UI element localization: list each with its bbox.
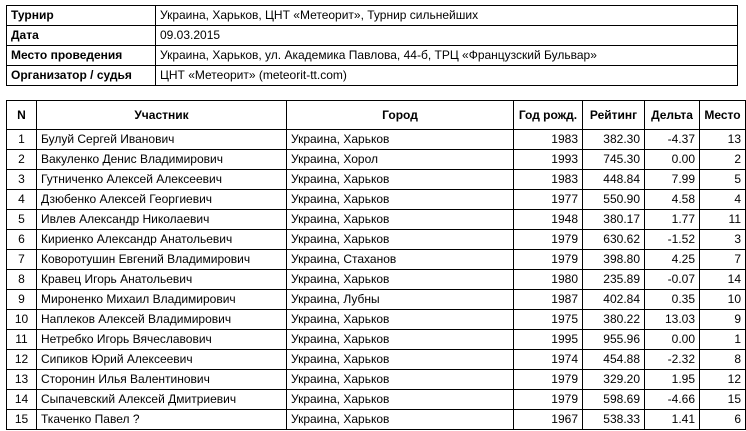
cell-birth-year: 1995 bbox=[514, 330, 583, 350]
cell-rating: 398.80 bbox=[583, 250, 645, 270]
cell-number: 12 bbox=[7, 350, 37, 370]
cell-participant: Мироненко Михаил Владимирович bbox=[37, 290, 287, 310]
cell-participant: Наплеков Алексей Владимирович bbox=[37, 310, 287, 330]
info-value: Украина, Харьков, ЦНТ «Метеорит», Турнир сильнейших bbox=[156, 6, 738, 26]
cell-participant: Дзюбенко Алексей Георгиевич bbox=[37, 190, 287, 210]
cell-birth-year: 1987 bbox=[514, 290, 583, 310]
cell-birth-year: 1948 bbox=[514, 210, 583, 230]
cell-rating: 454.88 bbox=[583, 350, 645, 370]
cell-city: Украина, Харьков bbox=[287, 330, 514, 350]
info-value: 09.03.2015 bbox=[156, 26, 738, 46]
cell-delta: 1.95 bbox=[645, 370, 700, 390]
cell-number: 10 bbox=[7, 310, 37, 330]
info-row bbox=[7, 46, 738, 66]
cell-rating: 745.30 bbox=[583, 150, 645, 170]
cell-number: 2 bbox=[7, 150, 37, 170]
cell-rating: 550.90 bbox=[583, 190, 645, 210]
cell-place: 10 bbox=[700, 290, 746, 310]
cell-delta: 1.77 bbox=[645, 210, 700, 230]
cell-city: Украина, Харьков bbox=[287, 310, 514, 330]
cell-delta: 4.58 bbox=[645, 190, 700, 210]
cell-place: 4 bbox=[700, 190, 746, 210]
cell-delta: 0.00 bbox=[645, 150, 700, 170]
cell-city: Украина, Стаханов bbox=[287, 250, 514, 270]
cell-birth-year: 1983 bbox=[514, 130, 583, 150]
table-row bbox=[7, 230, 746, 250]
cell-place: 12 bbox=[700, 370, 746, 390]
cell-delta: -4.66 bbox=[645, 390, 700, 410]
table-row bbox=[7, 330, 746, 350]
table-row bbox=[7, 150, 746, 170]
table-row bbox=[7, 250, 746, 270]
table-row bbox=[7, 130, 746, 150]
cell-city: Украина, Харьков bbox=[287, 270, 514, 290]
info-label: Организатор / судья bbox=[7, 66, 156, 86]
table-row bbox=[7, 410, 746, 430]
cell-number: 11 bbox=[7, 330, 37, 350]
cell-number: 13 bbox=[7, 370, 37, 390]
cell-participant: Сыпачевский Алексей Дмитриевич bbox=[37, 390, 287, 410]
header-participant: Участник bbox=[37, 101, 287, 130]
cell-city: Украина, Харьков bbox=[287, 190, 514, 210]
cell-birth-year: 1980 bbox=[514, 270, 583, 290]
cell-place: 7 bbox=[700, 250, 746, 270]
cell-number: 7 bbox=[7, 250, 37, 270]
cell-city: Украина, Харьков bbox=[287, 410, 514, 430]
table-row bbox=[7, 370, 746, 390]
header-city: Город bbox=[287, 101, 514, 130]
cell-city: Украина, Лубны bbox=[287, 290, 514, 310]
cell-number: 1 bbox=[7, 130, 37, 150]
cell-birth-year: 1983 bbox=[514, 170, 583, 190]
cell-rating: 380.22 bbox=[583, 310, 645, 330]
results-header-row bbox=[7, 101, 746, 130]
cell-participant: Вакуленко Денис Владимирович bbox=[37, 150, 287, 170]
cell-place: 11 bbox=[700, 210, 746, 230]
cell-number: 3 bbox=[7, 170, 37, 190]
results-body bbox=[7, 130, 746, 430]
table-row bbox=[7, 390, 746, 410]
cell-delta: 0.35 bbox=[645, 290, 700, 310]
table-row bbox=[7, 270, 746, 290]
table-row bbox=[7, 190, 746, 210]
info-label: Дата bbox=[7, 26, 156, 46]
cell-birth-year: 1979 bbox=[514, 230, 583, 250]
cell-city: Украина, Харьков bbox=[287, 170, 514, 190]
cell-birth-year: 1993 bbox=[514, 150, 583, 170]
cell-number: 6 bbox=[7, 230, 37, 250]
cell-birth-year: 1967 bbox=[514, 410, 583, 430]
cell-birth-year: 1977 bbox=[514, 190, 583, 210]
tournament-info-table bbox=[6, 5, 738, 86]
cell-participant: Кириенко Александр Анатольевич bbox=[37, 230, 287, 250]
table-row bbox=[7, 210, 746, 230]
cell-number: 9 bbox=[7, 290, 37, 310]
cell-place: 14 bbox=[700, 270, 746, 290]
cell-delta: 1.41 bbox=[645, 410, 700, 430]
cell-place: 9 bbox=[700, 310, 746, 330]
cell-place: 2 bbox=[700, 150, 746, 170]
cell-rating: 380.17 bbox=[583, 210, 645, 230]
info-label: Место проведения bbox=[7, 46, 156, 66]
cell-place: 1 bbox=[700, 330, 746, 350]
table-row bbox=[7, 350, 746, 370]
cell-participant: Сипиков Юрий Алексеевич bbox=[37, 350, 287, 370]
cell-delta: -1.52 bbox=[645, 230, 700, 250]
cell-place: 3 bbox=[700, 230, 746, 250]
cell-delta: 0.00 bbox=[645, 330, 700, 350]
cell-participant: Ивлев Александр Николаевич bbox=[37, 210, 287, 230]
cell-rating: 448.84 bbox=[583, 170, 645, 190]
cell-delta: 13.03 bbox=[645, 310, 700, 330]
cell-city: Украина, Хорол bbox=[287, 150, 514, 170]
cell-delta: -4.37 bbox=[645, 130, 700, 150]
cell-birth-year: 1975 bbox=[514, 310, 583, 330]
cell-rating: 630.62 bbox=[583, 230, 645, 250]
cell-rating: 402.84 bbox=[583, 290, 645, 310]
table-row bbox=[7, 170, 746, 190]
cell-birth-year: 1979 bbox=[514, 250, 583, 270]
cell-delta: -2.32 bbox=[645, 350, 700, 370]
header-birth-year: Год рожд. bbox=[514, 101, 583, 130]
header-place: Место bbox=[700, 101, 746, 130]
cell-delta: 4.25 bbox=[645, 250, 700, 270]
cell-rating: 538.33 bbox=[583, 410, 645, 430]
cell-participant: Коворотушин Евгений Владимирович bbox=[37, 250, 287, 270]
tournament-info-body bbox=[7, 6, 738, 86]
cell-delta: -0.07 bbox=[645, 270, 700, 290]
cell-participant: Гутниченко Алексей Алексеевич bbox=[37, 170, 287, 190]
cell-rating: 598.69 bbox=[583, 390, 645, 410]
cell-participant: Кравец Игорь Анатольевич bbox=[37, 270, 287, 290]
cell-place: 8 bbox=[700, 350, 746, 370]
cell-birth-year: 1979 bbox=[514, 370, 583, 390]
cell-participant: Ткаченко Павел ? bbox=[37, 410, 287, 430]
cell-city: Украина, Харьков bbox=[287, 350, 514, 370]
info-row bbox=[7, 26, 738, 46]
cell-delta: 7.99 bbox=[645, 170, 700, 190]
info-row bbox=[7, 6, 738, 26]
cell-rating: 329.20 bbox=[583, 370, 645, 390]
info-label: Турнир bbox=[7, 6, 156, 26]
cell-rating: 955.96 bbox=[583, 330, 645, 350]
cell-birth-year: 1974 bbox=[514, 350, 583, 370]
cell-city: Украина, Харьков bbox=[287, 210, 514, 230]
cell-city: Украина, Харьков bbox=[287, 370, 514, 390]
cell-rating: 382.30 bbox=[583, 130, 645, 150]
cell-participant: Сторонин Илья Валентинович bbox=[37, 370, 287, 390]
info-value: ЦНТ «Метеорит» (meteorit-tt.com) bbox=[156, 66, 738, 86]
cell-place: 13 bbox=[700, 130, 746, 150]
info-row bbox=[7, 66, 738, 86]
cell-rating: 235.89 bbox=[583, 270, 645, 290]
header-rating: Рейтинг bbox=[583, 101, 645, 130]
info-value: Украина, Харьков, ул. Академика Павлова, 44-б, ТРЦ «Французский Бульвар» bbox=[156, 46, 738, 66]
cell-number: 8 bbox=[7, 270, 37, 290]
results-table bbox=[6, 100, 746, 430]
cell-birth-year: 1979 bbox=[514, 390, 583, 410]
header-number: N bbox=[7, 101, 37, 130]
cell-number: 15 bbox=[7, 410, 37, 430]
cell-place: 15 bbox=[700, 390, 746, 410]
cell-number: 5 bbox=[7, 210, 37, 230]
cell-participant: Нетребко Игорь Вячеславович bbox=[37, 330, 287, 350]
cell-place: 6 bbox=[700, 410, 746, 430]
header-delta: Дельта bbox=[645, 101, 700, 130]
table-row bbox=[7, 290, 746, 310]
cell-city: Украина, Харьков bbox=[287, 390, 514, 410]
cell-city: Украина, Харьков bbox=[287, 130, 514, 150]
cell-city: Украина, Харьков bbox=[287, 230, 514, 250]
cell-participant: Булуй Сергей Иванович bbox=[37, 130, 287, 150]
cell-place: 5 bbox=[700, 170, 746, 190]
cell-number: 4 bbox=[7, 190, 37, 210]
table-row bbox=[7, 310, 746, 330]
cell-number: 14 bbox=[7, 390, 37, 410]
